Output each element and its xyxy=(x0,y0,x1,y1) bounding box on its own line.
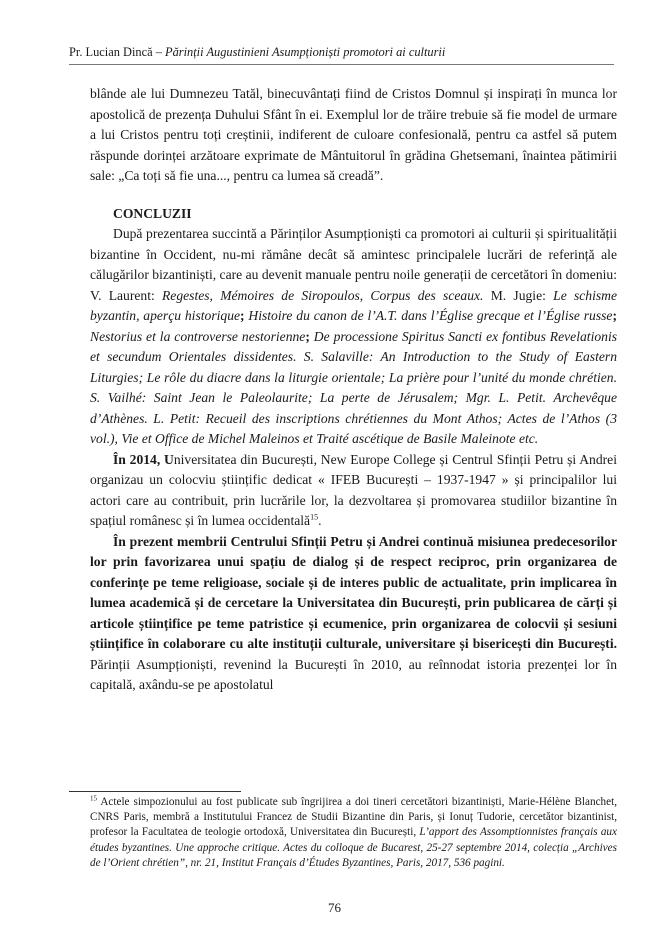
separator-semicolon: ; xyxy=(240,308,245,323)
footnote-text: Actele simpozionului au fost publicate sub îngrijirea a doi tineri cercetători bizantiniști, Marie-Hélène Blanchet, CNRS Paris, membră a Institutului Francez de Studii Bizantine din Paris, și Ionuț Tudorie, cercetător bizantinist, profesor la Facultatea de teologie ortodoxă, Universitatea din București, xyxy=(90,796,617,839)
running-header xyxy=(69,44,609,60)
paragraph-2014-lead: În 2014, U xyxy=(113,451,174,467)
conclusion-text-1: După prezentarea succintă a Părinților Asumpționiști ca promotori ai culturii și spiritualității bizantine în Occident, nu-mi rămâne decât să amintesc principalele lucrări de referință ale călugărilor bizantiniști, care au devenit manuale pentru noile generații de cercetători în domeniu: V. Laurent: xyxy=(90,226,617,303)
paragraph-present-text: Părinții Asumpționiști, revenind la București în 2010, au reînnodat istoria prezenței lor în capitală, axându-se pe apostolatul xyxy=(90,656,617,692)
footnote-rule xyxy=(69,791,241,792)
body-text xyxy=(90,84,617,696)
intro-paragraph: blânde ale lui Dumnezeu Tatăl, binecuvântați fiind de Cristos Domnul și inspirați în munca lor apostolică de prezența Duhului Sfânt în ei. Exemplul lor de trăire trebuie să fie model de urmare a lui Cristos pentru toți creștinii, indiferent de culoare confesională, pentru ca astfel să putem răspunde dorinței arzătoare exprimate de Mântuitorul în grădina Ghetsemani, înaintea pătimirii sale: „Ca toți să fie una..., pentru ca lumea să creadă”. xyxy=(90,86,617,183)
separator-semicolon: ; xyxy=(612,308,618,323)
paragraph-2014-text: niversitatea din București, New Europe College și Centrul Sfinții Petru și Andrei organizau un colocviu științific dedicat « IFEB București – 1937-1947 » și principalilor lui actori care au contribuit, prin lucrările lor, la dezvoltarea și promovarea studiilor bizantine în spațiul românesc și în lumea occidentală xyxy=(90,451,617,528)
header-rule xyxy=(69,64,614,65)
header-separator: – xyxy=(152,45,166,59)
paragraph-present xyxy=(90,532,617,696)
paragraph-present-bold: În prezent membrii Centrului Sfinții Petru și Andrei continuă misiunea predecesorilor lor prin favorizarea unui spațiu de dialog și de respect reciproc, prin organizarea de conferințe pe teme religioase, sociale și de interes public de actualitate, prin implicarea în lumea academică și de cercetare la Universitatea din București, prin publicarea de cărți și articole științifice pe teme patristice și ecumenice, prin organizarea de colocvii și sesiuni științifice în colaborare cu alte instituții culturale, universitare și bisericești din București. xyxy=(90,533,617,651)
section-heading: CONCLUZII xyxy=(113,205,192,221)
paragraph-2014 xyxy=(90,450,617,532)
footnote-number: 15 xyxy=(90,794,97,803)
footnote-reference[interactable]: 15 xyxy=(310,512,319,522)
footnote xyxy=(90,795,617,871)
separator-semicolon: ; xyxy=(305,328,310,344)
work-title-schisme: Le schisme byzantin, aperçu historique xyxy=(90,287,618,323)
work-title-corpus: Corpus des sceaux. xyxy=(370,287,484,303)
conclusion-text-2: , xyxy=(359,287,371,303)
header-title: Părinții Augustinieni Asumpționiști promotori ai culturii xyxy=(165,45,446,59)
footnote-italic-text: L’apport des Assomptionnistes français aux études byzantines. Une approche critique. Actes du colloque de Bucarest, 25-27 septembre 2014, colecția „Archives de l’Orient chrétien”, nr. 21, Institut Français d’Études Byzantines, Paris, 2017, 536 pagini. xyxy=(90,826,617,869)
work-title-nestorius: Nestorius et la controverse nestorienne xyxy=(90,328,306,344)
page-number: 76 xyxy=(328,900,341,915)
header-author: Pr. Lucian Dincă xyxy=(69,45,153,59)
conclusion-paragraph xyxy=(90,224,617,450)
conclusion-text-3: M. Jugie: xyxy=(483,287,554,303)
paragraph-2014-end: . xyxy=(318,513,322,528)
work-title-regestes: Regestes, Mémoires de Siropoulos xyxy=(162,287,360,303)
work-title-histoire: Histoire du canon de l’A.T. dans l’Église grecque et l’Église russe xyxy=(244,308,613,323)
work-titles-list: De processione Spiritus Sancti ex fontibus Revelationis et secundum Orientales dissidentes. S. Salaville: An Introduction to the Study of Eastern Liturgies; Le rôle du diacre dans la liturgie orientale; La prière pour l’unité du monde chrétien. S. Vailhé: Saint Jean le Paleolaurite; La perte de Jérusalem; Mgr. L. Petit. Archevêque d’Athènes. L. Petit: Recueil des inscriptions chrétiennes du Mont Athos; Actes de l’Athos (3 vol.), Vie et Office de Michel Maleinos et Traité ascétique de Basile Maleinote etc. xyxy=(90,328,618,446)
